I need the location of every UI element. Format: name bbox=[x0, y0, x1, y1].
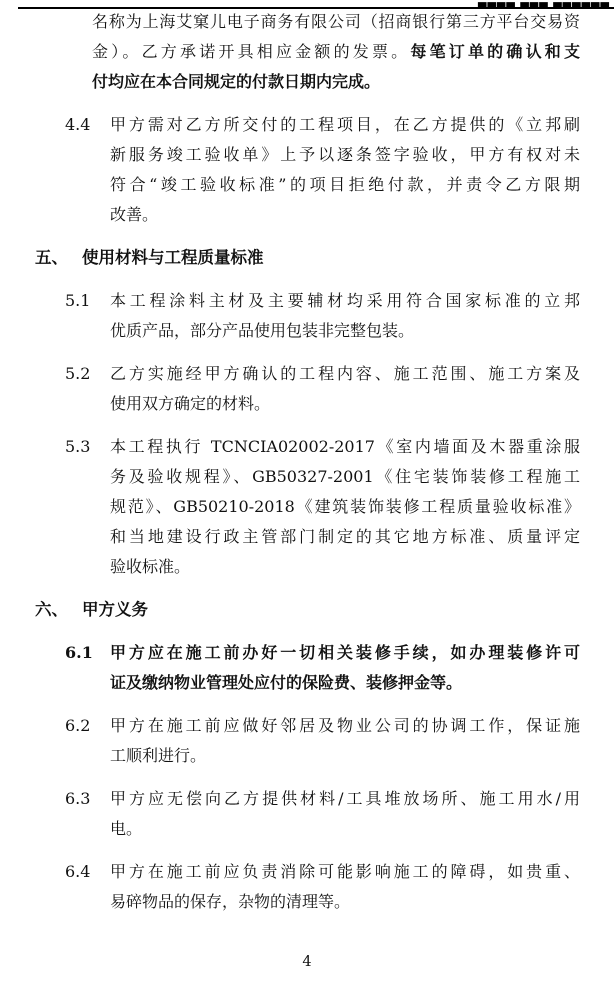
text-segment: 每笔订单的确认和支 bbox=[410, 42, 580, 61]
clause-text bbox=[110, 110, 580, 230]
clause-text bbox=[110, 784, 580, 844]
clause bbox=[65, 784, 614, 844]
text-line bbox=[110, 316, 580, 346]
text-line bbox=[110, 857, 580, 887]
text-segment: 甲方在施工前应做好邻居及物业公司的协调工作，保证施 bbox=[110, 716, 580, 735]
clause bbox=[65, 359, 614, 419]
text-line bbox=[110, 552, 580, 582]
text-line bbox=[110, 432, 580, 462]
clause-text bbox=[110, 857, 580, 917]
clause bbox=[65, 286, 614, 346]
text-segment: 付均应在本合同规定的付款日期内完成。 bbox=[92, 72, 381, 91]
text-segment: 甲方应无偿向乙方提供材料/工具堆放场所、施工用水/用 bbox=[110, 789, 580, 808]
clause bbox=[65, 110, 614, 230]
text-segment: 电。 bbox=[110, 819, 143, 838]
text-line bbox=[110, 200, 580, 230]
clause-text bbox=[110, 711, 580, 771]
text-line bbox=[92, 67, 580, 97]
text-segment: 乙方实施经甲方确认的工程内容、施工范围、施工方案及 bbox=[110, 364, 580, 383]
clause-text bbox=[110, 359, 580, 419]
clause-number: 4.4 bbox=[65, 115, 91, 134]
clause-number: 5.1 bbox=[65, 291, 91, 310]
clause-text bbox=[110, 432, 580, 582]
section-title: 甲方义务 bbox=[82, 600, 148, 619]
clause bbox=[65, 857, 614, 917]
section-title: 使用材料与工程质量标准 bbox=[82, 248, 264, 267]
text-line bbox=[110, 110, 580, 140]
text-segment: 符合“竣工验收标准”的项目拒绝付款，并责令乙方限期 bbox=[110, 175, 580, 194]
text-line bbox=[110, 741, 580, 771]
clause-number: 6.4 bbox=[65, 862, 91, 881]
text-segment: 本工程涂料主材及主要辅材均采用符合国家标准的立邦 bbox=[110, 291, 580, 310]
clause-text bbox=[110, 286, 580, 346]
clause-number: 6.3 bbox=[65, 789, 91, 808]
text-segment: 甲方需对乙方所交付的工程项目，在乙方提供的《立邦刷 bbox=[110, 115, 580, 134]
clause-number: 5.2 bbox=[65, 364, 91, 383]
section-number: 五、 bbox=[35, 248, 68, 267]
text-line bbox=[110, 140, 580, 170]
text-segment: 名称为上海艾窠儿电子商务有限公司（招商银行第三方平台交易资 bbox=[92, 12, 580, 31]
text-segment: 工顺利进行。 bbox=[110, 746, 207, 765]
clause bbox=[65, 432, 614, 582]
text-segment: 本工程执行 TCNCIA02002-2017《室内墙面及木器重涂服 bbox=[110, 437, 580, 456]
text-line bbox=[92, 7, 580, 37]
header-logo-fragment-text: ▄▄▄▄ ▄▄▄ ▄▄▄▄▄▄ bbox=[478, 0, 610, 9]
text-segment: 金）。乙方承诺开具相应金额的发票。 bbox=[92, 42, 411, 61]
text-line bbox=[110, 638, 580, 668]
text-segment: 优质产品，部分产品使用包装非完整包装。 bbox=[110, 321, 415, 340]
text-line bbox=[110, 522, 580, 552]
clause-text bbox=[110, 638, 580, 698]
paragraph bbox=[92, 7, 580, 97]
text-segment: 甲方应在施工前办好一切相关装修手续，如办理装修许可 bbox=[110, 643, 580, 662]
clause-number: 5.3 bbox=[65, 437, 91, 456]
section-number: 六、 bbox=[35, 600, 68, 619]
text-segment: 务及验收规程》、GB50327-2001《住宅装饰装修工程施工 bbox=[110, 467, 580, 486]
clause-number: 6.1 bbox=[65, 643, 93, 662]
text-line bbox=[110, 462, 580, 492]
text-segment: 验收标准。 bbox=[110, 557, 191, 576]
text-line bbox=[110, 170, 580, 200]
text-segment: 证及缴纳物业管理处应付的保险费、装修押金等。 bbox=[110, 673, 463, 692]
text-segment: 改善。 bbox=[110, 205, 159, 224]
clause bbox=[65, 711, 614, 771]
clause-number: 6.2 bbox=[65, 716, 91, 735]
section-heading bbox=[35, 243, 614, 273]
text-segment: 新服务竣工验收单》上予以逐条签字验收，甲方有权对未 bbox=[110, 145, 580, 164]
text-line bbox=[110, 359, 580, 389]
text-line bbox=[110, 814, 580, 844]
text-line bbox=[110, 887, 580, 917]
section-heading bbox=[35, 595, 614, 625]
text-line bbox=[92, 37, 580, 67]
text-line bbox=[110, 784, 580, 814]
text-line bbox=[110, 668, 580, 698]
text-segment: 使用双方确定的材料。 bbox=[110, 394, 271, 413]
text-line bbox=[110, 711, 580, 741]
text-line bbox=[110, 286, 580, 316]
text-line bbox=[110, 492, 580, 522]
page-number: 4 bbox=[302, 954, 312, 970]
text-segment: 规范》、GB50210-2018《建筑装饰装修工程质量验收标准》 bbox=[110, 497, 580, 516]
text-line bbox=[110, 389, 580, 419]
text-segment: 甲方在施工前应负责消除可能影响施工的障碍，如贵重、 bbox=[110, 862, 580, 881]
clause bbox=[65, 638, 614, 698]
text-segment: 和当地建设行政主管部门制定的其它地方标准、质量评定 bbox=[110, 527, 580, 546]
text-segment: 易碎物品的保存，杂物的清理等。 bbox=[110, 892, 351, 911]
